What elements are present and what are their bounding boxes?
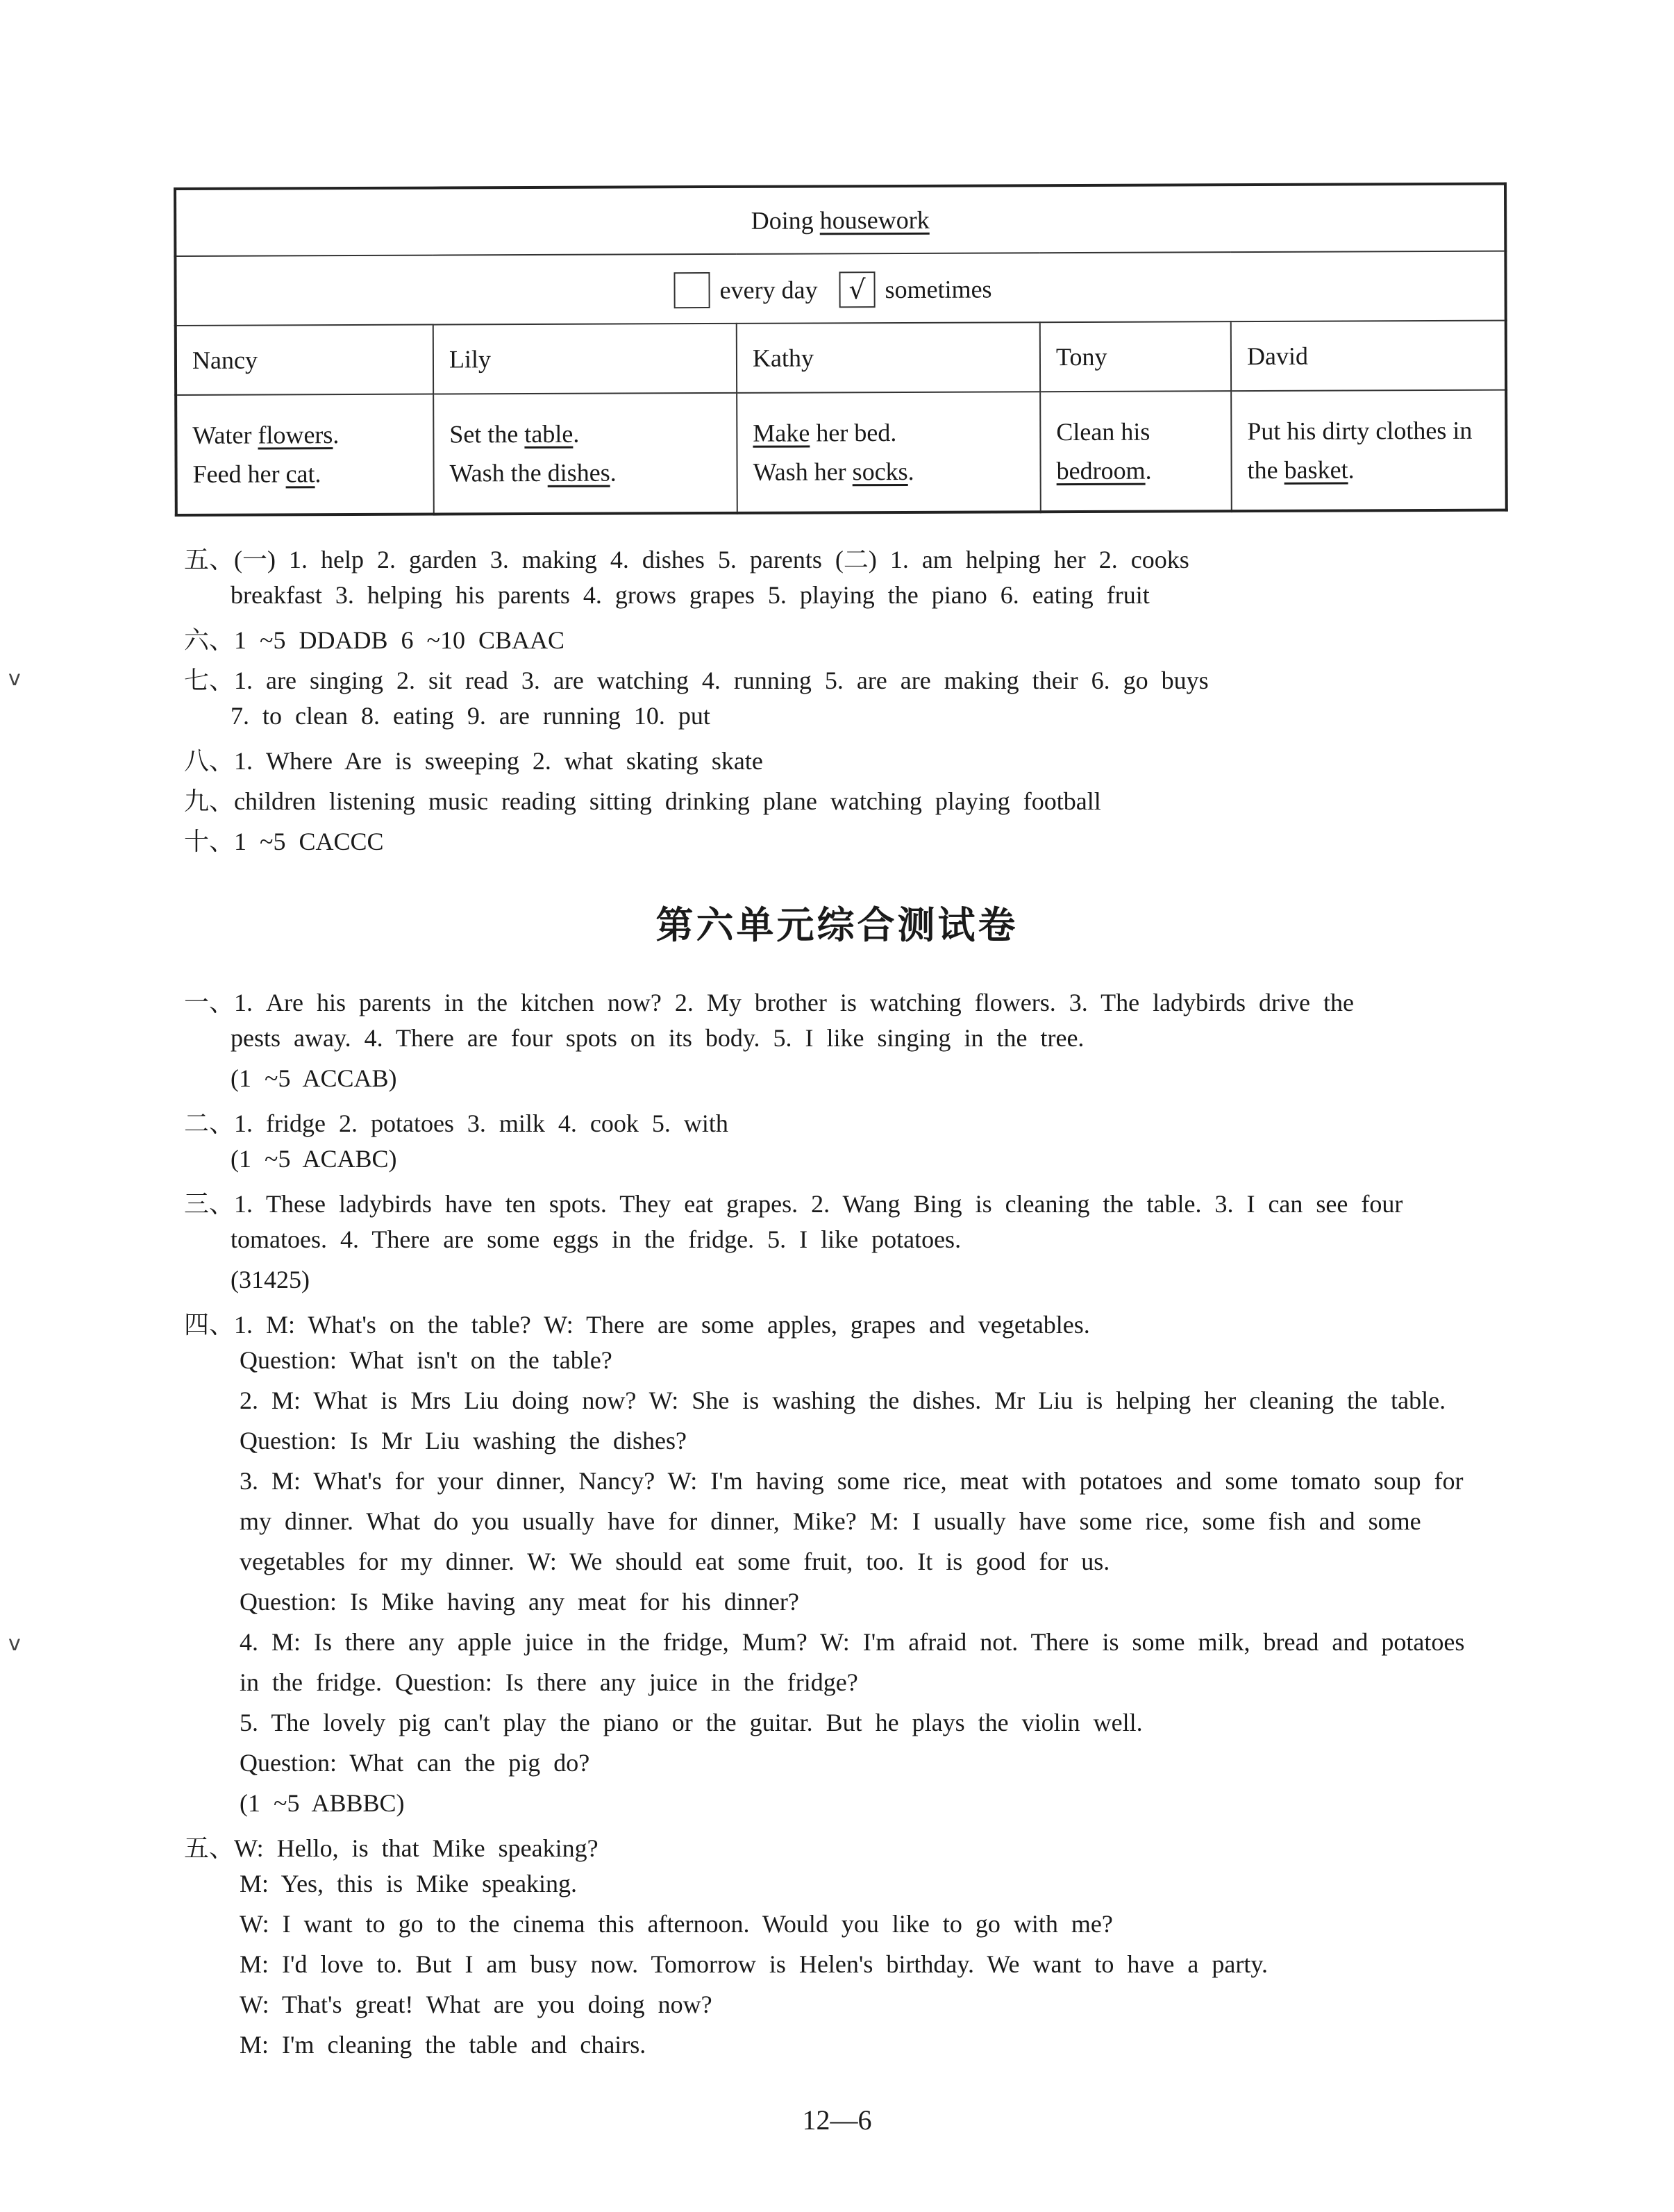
answer-line: (31425) bbox=[231, 1266, 310, 1293]
answer-line: Question: What can the pig do? bbox=[240, 1749, 590, 1777]
activity-cell bbox=[1040, 391, 1232, 512]
answer-line: pests away. 4. There are four spots on its body. 5. I like singing in the tree. bbox=[231, 1024, 1085, 1052]
answer-line: M: Yes, this is Mike speaking. bbox=[240, 1870, 578, 1897]
activity-line: Feed her cat. bbox=[192, 460, 321, 488]
answer-line: my dinner. What do you usually have for dinner, Mike? M: I usually have some rice, some fish and some bbox=[240, 1507, 1421, 1535]
answer-line: 五、W: Hello, is that Mike speaking? bbox=[184, 1834, 599, 1862]
names-row bbox=[176, 321, 1506, 395]
section-title: 第六单元综合测试卷 bbox=[655, 903, 1019, 947]
every-day-label: every day bbox=[719, 276, 818, 304]
activities-row bbox=[176, 390, 1507, 515]
answer-line: 四、1. M: What's on the table? W: There are some apples, grapes and vegetables. bbox=[184, 1311, 1090, 1339]
name-cell: Nancy bbox=[176, 325, 433, 395]
margin-mark: v bbox=[8, 667, 21, 691]
every-day-checkbox[interactable] bbox=[674, 272, 710, 308]
answer-line: 九、children listening music reading sitting drinking plane watching playing football bbox=[184, 787, 1101, 815]
answer-line: (1 ~5 ACCAB) bbox=[231, 1064, 397, 1092]
housework-table bbox=[174, 183, 1508, 517]
answer-line: 三、1. These ladybirds have ten spots. They eat grapes. 2. Wang Bing is cleaning the table. 3. I can see four bbox=[184, 1190, 1403, 1218]
activity-line: Clean his bbox=[1056, 417, 1150, 446]
activity-cell bbox=[1231, 390, 1507, 512]
answer-line: Question: Is Mike having any meat for his dinner? bbox=[240, 1588, 799, 1616]
answer-line: 二、1. fridge 2. potatoes 3. milk 4. cook 5. with bbox=[184, 1109, 728, 1137]
name-cell: Kathy bbox=[737, 322, 1040, 393]
answer-line: (1 ~5 ABBBC) bbox=[240, 1789, 405, 1817]
page-number: 12—6 bbox=[802, 2104, 872, 2136]
answer-line: W: I want to go to the cinema this afternoon. Would you like to go with me? bbox=[240, 1910, 1113, 1938]
answer-line: Question: Is Mr Liu washing the dishes? bbox=[240, 1427, 687, 1455]
activity-line: Make her bed. bbox=[753, 419, 897, 447]
table-title-prefix: Doing bbox=[751, 206, 820, 235]
answer-line: 4. M: Is there any apple juice in the fridge, Mum? W: I'm afraid not. There is some milk, bread and potatoes bbox=[240, 1628, 1465, 1656]
answer-line: vegetables for my dinner. W: We should eat some fruit, too. It is good for us. bbox=[240, 1548, 1110, 1575]
name-cell: Lily bbox=[433, 324, 737, 394]
table-title-underlined: housework bbox=[819, 206, 930, 235]
answer-line: in the fridge. Question: Is there any juice in the fridge? bbox=[240, 1668, 858, 1696]
activity-cell bbox=[737, 392, 1041, 513]
answer-line: 六、1 ~5 DDADB 6 ~10 CBAAC bbox=[184, 626, 564, 654]
activity-line: Set the table. bbox=[449, 419, 580, 449]
answer-line: 2. M: What is Mrs Liu doing now? W: She is washing the dishes. Mr Liu is helping her cleaning the table. bbox=[240, 1386, 1446, 1414]
answer-line: 7. to clean 8. eating 9. are running 10. put bbox=[231, 702, 710, 730]
activity-line: Water flowers. bbox=[192, 421, 340, 449]
activity-cell bbox=[176, 394, 434, 515]
activity-line: Wash her socks. bbox=[753, 457, 914, 486]
answer-line: 一、1. Are his parents in the kitchen now? 2. My brother is watching flowers. 3. The ladybirds drive the bbox=[184, 989, 1355, 1016]
sometimes-label: sometimes bbox=[885, 275, 992, 303]
frequency-options bbox=[175, 251, 1505, 326]
answer-line: 5. The lovely pig can't play the piano or the guitar. But he plays the violin well. bbox=[240, 1709, 1143, 1736]
answer-line: 十、1 ~5 CACCC bbox=[184, 828, 384, 855]
answer-line: Question: What isn't on the table? bbox=[240, 1346, 612, 1374]
answer-line: 八、1. Where Are is sweeping 2. what skating skate bbox=[184, 747, 763, 775]
sometimes-checkbox[interactable] bbox=[839, 271, 875, 308]
answer-line: 3. M: What's for your dinner, Nancy? W: I'm having some rice, meat with potatoes and some tomato soup for bbox=[240, 1467, 1464, 1495]
answer-line: M: I'm cleaning the table and chairs. bbox=[240, 2031, 646, 2059]
answer-line: tomatoes. 4. There are some eggs in the fridge. 5. I like potatoes. bbox=[231, 1225, 962, 1253]
answer-line: M: I'd love to. But I am busy now. Tomorrow is Helen's birthday. We want to have a party. bbox=[240, 1950, 1268, 1978]
activity-cell bbox=[433, 393, 737, 514]
answer-line: breakfast 3. helping his parents 4. grows grapes 5. playing the piano 6. eating fruit bbox=[231, 581, 1150, 609]
name-cell: David bbox=[1231, 321, 1506, 392]
answer-line: 五、(一) 1. help 2. garden 3. making 4. dishes 5. parents (二) 1. am helping her 2. cooks bbox=[184, 546, 1189, 573]
answer-line: 七、1. are singing 2. sit read 3. are watching 4. running 5. are are making their 6. go buys bbox=[184, 667, 1209, 694]
activity-line: the basket. bbox=[1247, 455, 1355, 485]
name-cell: Tony bbox=[1040, 321, 1231, 392]
table-title bbox=[175, 184, 1505, 256]
answer-line: W: That's great! What are you doing now? bbox=[240, 1991, 712, 2018]
activity-line: Wash the dishes. bbox=[449, 458, 617, 487]
check-mark-icon: √ bbox=[848, 274, 866, 305]
activity-line: Put his dirty clothes in bbox=[1247, 416, 1473, 446]
activity-line: bedroom. bbox=[1056, 456, 1152, 485]
margin-mark: v bbox=[8, 1632, 21, 1656]
answer-line: (1 ~5 ACABC) bbox=[231, 1145, 397, 1173]
